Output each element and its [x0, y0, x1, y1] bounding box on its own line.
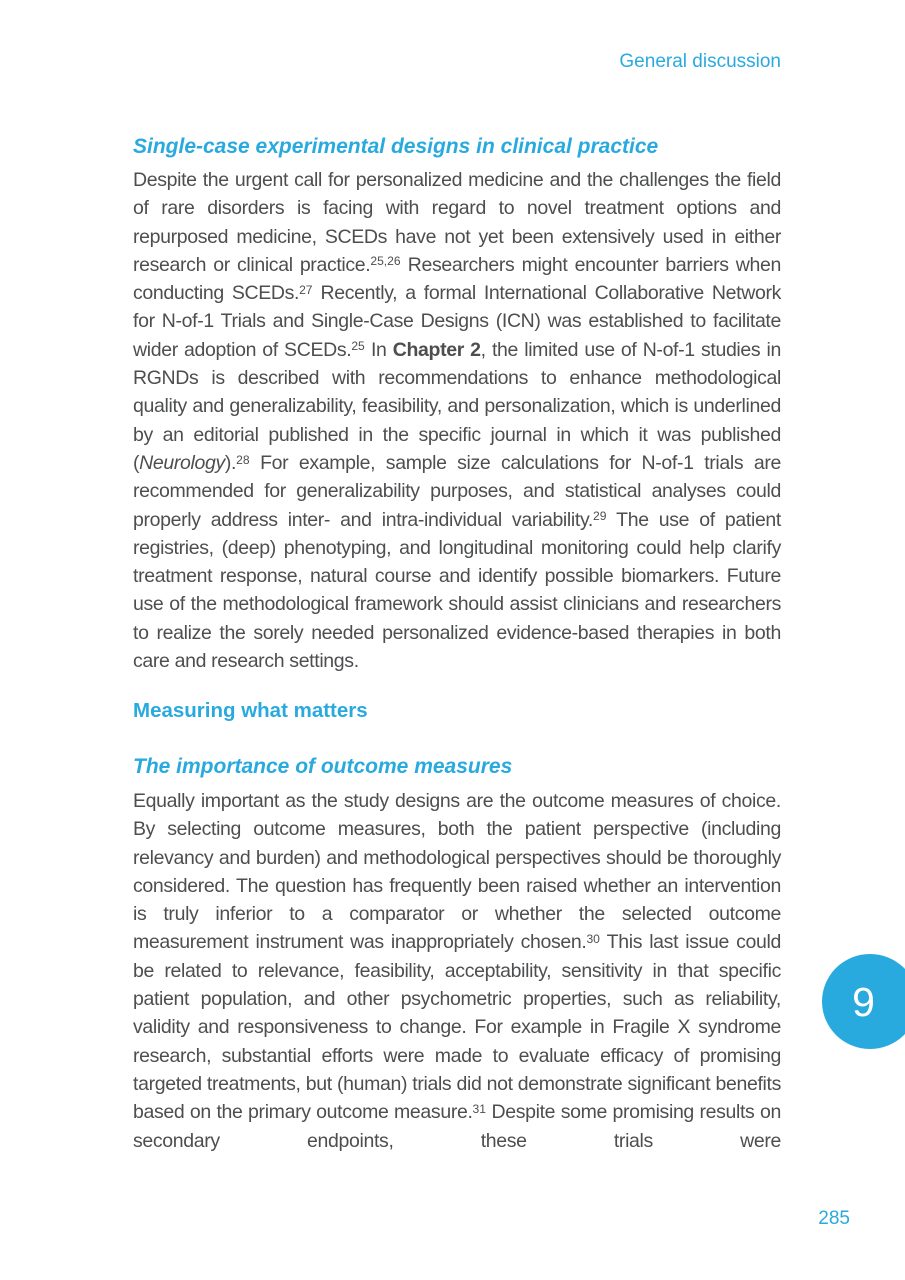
chapter-tab-circle [822, 954, 905, 1049]
section-heading-sced-clinical-practice: Single-case experimental designs in clinical practice [133, 135, 659, 158]
paragraph-sced-clinical-practice: Despite the urgent call for personalized medicine and the challenges the field of rare disorders is facing with regard to novel treatment options and repurposed medicine, SCEDs have not yet been extensively used in either research or clinical practice.$^{25,26}$ Researchers might encounter barriers when conducting SCEDs.$^{27}$ Recently, a formal International Collaborative Network for N-of-1 Trials and Single-Case Designs (ICN) was established to facilitate wider adoption of SCEDs.$^{25}$ In Chapter 2, the limited use of N-of-1 studies in RGNDs is described with recommendations to enhance methodological quality and generalizability, feasibility, and personalization, which is underlined by an editorial published in the specific journal in which it was published (Neurology).$^{28}$ For example, sample size calculations for N-of-1 trials are recommended for generalizability purposes, and statistical analyses could properly address inter- and intra-individual variability.$^{29}$ The use of patient registries, (deep) phenotyping, and longitudinal monitoring could help clarify treatment response, natural course and identify possible biomarkers. Future use of the methodological framework should assist clinicians and researchers to realize the sorely needed personalized evidence-based therapies in both care and research settings. [133, 169, 781, 673]
page-number: 285 [818, 1208, 850, 1229]
section-heading-measuring-what-matters: Measuring what matters [133, 699, 368, 722]
running-header: General discussion [619, 51, 781, 72]
chapter-number: 9 [852, 979, 875, 1025]
section-heading-importance-outcome-measures: The importance of outcome measures [133, 755, 513, 778]
paragraph-outcome-measures: Equally important as the study designs are the outcome measures of choice. By selecting outcome measures, both the patient perspective (including relevancy and burden) and methodological perspectives should be thoroughly considered. The question has frequently been raised whether an intervention is truly inferior to a comparator or whether the selected outcome measurement instrument was inappropriately chosen.$^{30}$ This last issue could be related to relevance, feasibility, acceptability, sensitivity in that specific patient population, and other psychometric properties, such as reliability, validity and responsiveness to change. For example in Fragile X syndrome research, substantial efforts were made to evaluate efficacy of promising targeted treatments, but (human) trials did not demonstrate significant benefits based on the primary outcome measure.$^{31}$ Despite some promising results on secondary endpoints, these trials were [133, 790, 781, 1152]
